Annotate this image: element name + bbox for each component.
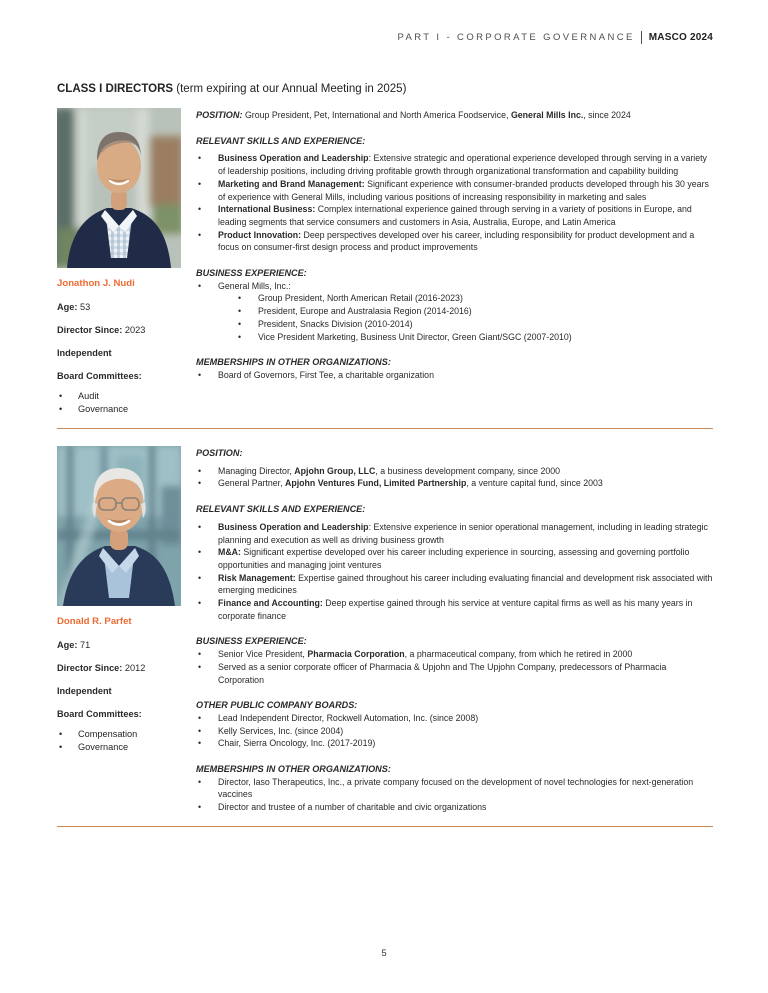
bullet-item <box>196 725 713 738</box>
text-segment: Group President, Pet, International and North America Foodservice, <box>244 110 511 120</box>
director-photo-donald-parfet <box>57 446 181 606</box>
text-segment: Significant expertise developed over his career including experience in sourcing, assessing and governing portfolio opportunities and managing joint ventures <box>218 547 690 570</box>
text-segment: Senior Vice President, <box>218 649 308 660</box>
director-summary-column <box>57 108 181 416</box>
director-profile-row <box>57 446 713 814</box>
profile-section <box>196 699 713 750</box>
text-segment: Marketing and Brand Management: <box>218 178 365 189</box>
profile-section <box>196 447 713 490</box>
profile-section <box>196 763 713 814</box>
bullet-item <box>196 369 713 382</box>
director-detail-column <box>196 108 713 382</box>
director-independent: Independent <box>57 348 112 358</box>
committee-item: • Audit <box>57 390 181 403</box>
text-segment: Deep perspectives developed over his career, including responsibility for product development and a focus on consumer-first design process and product improvements <box>218 229 695 253</box>
text-segment: Pharmacia Corporation <box>307 649 405 660</box>
bullet-list <box>196 776 713 814</box>
text-segment: Product Innovation: <box>218 229 302 240</box>
bullet-item <box>196 521 713 546</box>
page-header <box>397 31 713 44</box>
age-value: 71 <box>79 640 91 650</box>
bullet-item <box>196 712 713 725</box>
profile-section <box>196 267 713 343</box>
board-committees-label: Board Committees: <box>57 371 142 381</box>
text-segment: Significant experience with consumer-branded products developed through his 30 years of experience with General Mills, including various positions of increasing responsibility in marketing and sales <box>218 178 709 202</box>
text-segment: International Business: <box>218 204 316 215</box>
text-segment: Expertise gained throughout his career including evaluating financial and development risk associated with emerging medicines <box>218 572 713 596</box>
director-profile-row <box>57 108 713 416</box>
section-heading: POSITION: <box>196 448 243 458</box>
section-title <box>57 83 406 95</box>
director-since <box>57 663 181 673</box>
section-heading: MEMBERSHIPS IN OTHER ORGANIZATIONS: <box>196 764 391 775</box>
text-segment: Board of Governors, First Tee, a charitable organization <box>218 369 434 380</box>
profile-section <box>196 135 713 254</box>
text-segment: Kelly Services, Inc. (since 2004) <box>218 725 344 736</box>
text-segment: General Mills Inc. <box>510 110 584 120</box>
text-segment: Finance and Accounting: <box>218 598 323 609</box>
text-segment: , since 2024 <box>583 110 631 120</box>
sub-bullet-item: • President, Snacks Division (2010-2014) <box>236 318 713 331</box>
since-label: Director Since: <box>57 325 123 335</box>
since-value: 2012 <box>124 663 146 673</box>
text-segment: , a pharmaceutical company, from which he retired in 2000 <box>404 649 633 660</box>
bullet-list <box>196 712 713 750</box>
text-segment: Business Operation and Leadership <box>218 153 369 164</box>
bullet-list <box>196 521 713 623</box>
header-brand: MASCO 2024 <box>648 32 713 43</box>
sub-bullet-item: • Vice President Marketing, Business Unit Director, Green Giant/SGC (2007-2010) <box>236 331 713 344</box>
header-separator <box>641 31 642 44</box>
section-title-suffix: (term expiring at our Annual Meeting in 2025) <box>176 83 407 95</box>
section-title-main: CLASS I DIRECTORS <box>57 83 174 95</box>
text-segment: General Mills, Inc.: <box>218 280 291 291</box>
committee-item: • Governance <box>57 403 181 416</box>
bullet-item <box>196 648 713 661</box>
bullet-item <box>196 178 713 203</box>
text-segment: General Partner, <box>218 478 285 489</box>
director-name: Jonathon J. Nudi <box>57 278 135 289</box>
text-segment: : Extensive strategic and operational experience developed through serving in a variety of leadership positions, including driving profitable growth through organizational transformation and capability building <box>218 153 707 177</box>
text-segment: Lead Independent Director, Rockwell Automation, Inc. (since 2008) <box>218 712 479 723</box>
director-age <box>57 640 181 650</box>
since-value: 2023 <box>124 325 146 335</box>
board-committees-label: Board Committees: <box>57 709 142 719</box>
age-label: Age: <box>57 640 78 650</box>
sub-bullet-list <box>236 292 713 343</box>
text-segment: , a business development company, since 2000 <box>375 465 561 476</box>
directors-list <box>57 108 713 844</box>
section-heading: MEMBERSHIPS IN OTHER ORGANIZATIONS: <box>196 357 391 368</box>
bullet-item <box>196 572 713 597</box>
bullet-list <box>196 465 713 490</box>
section-heading: BUSINESS EXPERIENCE: <box>196 636 307 647</box>
bullet-item <box>196 661 713 686</box>
director-summary-column <box>57 446 181 754</box>
since-label: Director Since: <box>57 663 123 673</box>
bullet-item <box>196 152 713 177</box>
text-segment: Complex international experience gained through serving in a variety of positions in Europe, and leading segments that service consumers and customers in Asia, Australia, Europe, and Latin America <box>218 204 692 227</box>
bullet-list <box>196 280 713 344</box>
director-since <box>57 325 181 335</box>
sub-bullet-item: • Group President, North American Retail (2016-2023) <box>236 292 713 305</box>
bullet-item <box>196 203 713 228</box>
committee-item: • Governance <box>57 741 181 754</box>
text-segment: Business Operation and Leadership <box>218 521 369 532</box>
bullet-item <box>196 776 713 801</box>
sub-bullet-item: • President, Europe and Australasia Region (2014-2016) <box>236 305 713 318</box>
bullet-item <box>196 229 713 254</box>
bullet-item <box>196 546 713 571</box>
page-number: 5 <box>381 948 387 959</box>
text-segment: Deep expertise gained through his service at venture capital firms as well as his many years in corporate finance <box>218 598 693 621</box>
section-heading: RELEVANT SKILLS AND EXPERIENCE: <box>196 135 366 146</box>
section-heading: BUSINESS EXPERIENCE: <box>196 268 307 279</box>
age-value: 53 <box>79 302 91 312</box>
header-part-label: PART I - CORPORATE GOVERNANCE <box>397 32 635 43</box>
text-segment: M&A: <box>218 547 241 558</box>
text-segment: , a venture capital fund, since 2003 <box>466 478 603 489</box>
director-name: Donald R. Parfet <box>57 616 132 627</box>
committee-list <box>57 728 181 754</box>
text-segment: Managing Director, <box>218 465 295 476</box>
director-photo-jonathon-nudi <box>57 108 181 268</box>
profile-section <box>196 109 713 122</box>
text-segment: Director, Iaso Therapeutics, Inc., a private company focused on the development of novel technologies for next-generation vaccines <box>218 776 694 800</box>
age-label: Age: <box>57 302 78 312</box>
text-segment: Apjohn Ventures Fund, Limited Partnership <box>285 478 467 489</box>
director-detail-column <box>196 446 713 814</box>
text-segment: Served as a senior corporate officer of Pharmacia & Upjohn and The Upjohn Company, predecessors of Pharmacia Corporation <box>218 661 667 685</box>
bullet-item <box>196 477 713 490</box>
text-segment: Chair, Sierra Oncology, Inc. (2017-2019) <box>218 738 376 749</box>
profile-section <box>196 635 713 686</box>
bullet-list <box>196 152 713 254</box>
bullet-item <box>196 801 713 814</box>
director-independent: Independent <box>57 686 112 696</box>
section-divider <box>57 826 713 827</box>
section-heading: POSITION: <box>196 110 243 120</box>
bullet-item <box>196 465 713 478</box>
director-age <box>57 302 181 312</box>
committee-item: • Compensation <box>57 728 181 741</box>
bullet-list <box>196 369 713 382</box>
bullet-item <box>196 280 713 344</box>
text-segment: Director and trustee of a number of charitable and civic organizations <box>218 802 487 813</box>
text-segment: Risk Management: <box>218 572 296 583</box>
committee-list <box>57 390 181 416</box>
bullet-list <box>196 648 713 686</box>
bullet-item <box>196 597 713 622</box>
text-segment: : Extensive experience in senior operational management, including in leading strategic planning and execution as well as driving business growth <box>218 521 708 545</box>
profile-section <box>196 503 713 622</box>
section-heading: OTHER PUBLIC COMPANY BOARDS: <box>196 700 358 711</box>
section-divider <box>57 428 713 429</box>
profile-section <box>196 356 713 381</box>
text-segment: Apjohn Group, LLC <box>294 465 376 476</box>
bullet-item <box>196 737 713 750</box>
section-heading: RELEVANT SKILLS AND EXPERIENCE: <box>196 504 366 515</box>
